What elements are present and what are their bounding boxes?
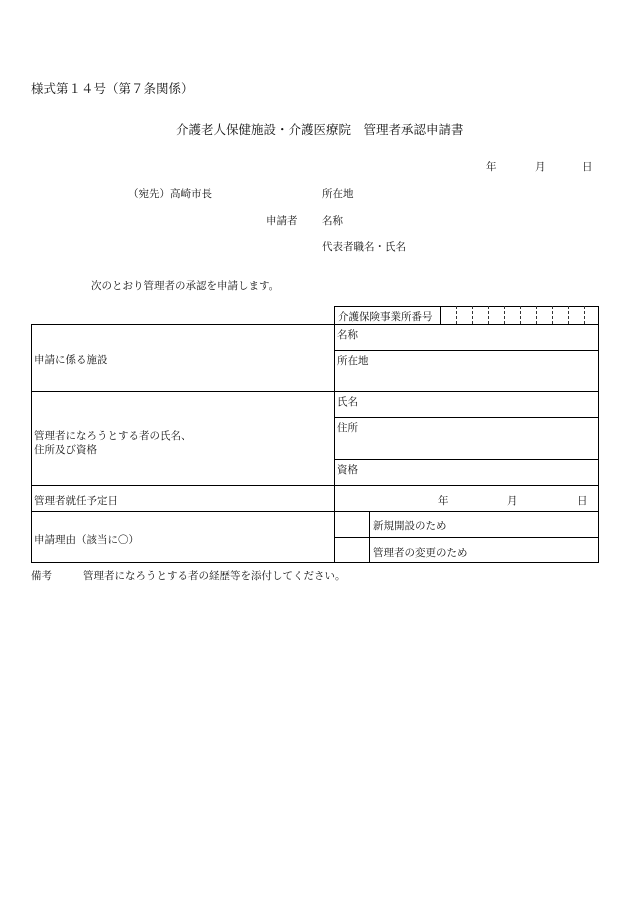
facility-address-label: 所在地 <box>337 355 369 367</box>
applicant-representative-label: 代表者職名・氏名 <box>322 241 406 253</box>
reason-new-checkbox[interactable] <box>336 513 368 536</box>
start-date-day-label: 日 <box>577 495 588 507</box>
reason-change-checkbox[interactable] <box>336 539 368 562</box>
provider-number-input[interactable] <box>458 308 598 324</box>
applicant-label: 申請者 <box>266 215 298 227</box>
manager-qualification-label: 資格 <box>337 464 358 476</box>
notes-label: 備考 <box>31 570 52 582</box>
date-year-label: 年 <box>486 161 497 173</box>
date-day-label: 日 <box>582 161 593 173</box>
manager-qualification-field[interactable] <box>378 461 596 483</box>
date-month-label: 月 <box>535 161 546 173</box>
manager-address-label: 住所 <box>337 422 358 434</box>
manager-name-field[interactable] <box>378 393 596 415</box>
manager-label-line1: 管理者になろうとする者の氏名、 <box>34 430 192 442</box>
facility-name-field[interactable] <box>378 326 596 348</box>
notes-text: 管理者になろうとする者の経歴等を添付してください。 <box>83 570 346 582</box>
facility-name-label: 名称 <box>337 329 358 341</box>
manager-label-line2: 住所及び資格 <box>34 444 97 456</box>
reason-option-change: 管理者の変更のため <box>373 547 468 559</box>
start-date-month-label: 月 <box>507 495 518 507</box>
reason-option-new: 新規開設のため <box>373 520 447 532</box>
start-date-label: 管理者就任予定日 <box>34 495 118 507</box>
form-number: 様式第１４号（第７条関係） <box>31 81 194 96</box>
facility-address-field[interactable] <box>378 352 596 389</box>
addressee: （宛先）高崎市長 <box>128 188 212 200</box>
applicant-address-label: 所在地 <box>322 188 354 200</box>
start-date-year-label: 年 <box>438 495 449 507</box>
applicant-name-label: 名称 <box>322 215 343 227</box>
manager-address-field[interactable] <box>378 419 596 457</box>
form-title: 介護老人保健施設・介護医療院 管理者承認申請書 <box>176 122 464 137</box>
reason-label: 申請理由（該当に〇） <box>34 534 139 546</box>
facility-label: 申請に係る施設 <box>34 354 108 366</box>
intro-text: 次のとおり管理者の承認を申請します。 <box>91 280 280 292</box>
provider-number-label: 介護保険事業所番号 <box>338 311 433 323</box>
manager-name-label: 氏名 <box>337 396 358 408</box>
